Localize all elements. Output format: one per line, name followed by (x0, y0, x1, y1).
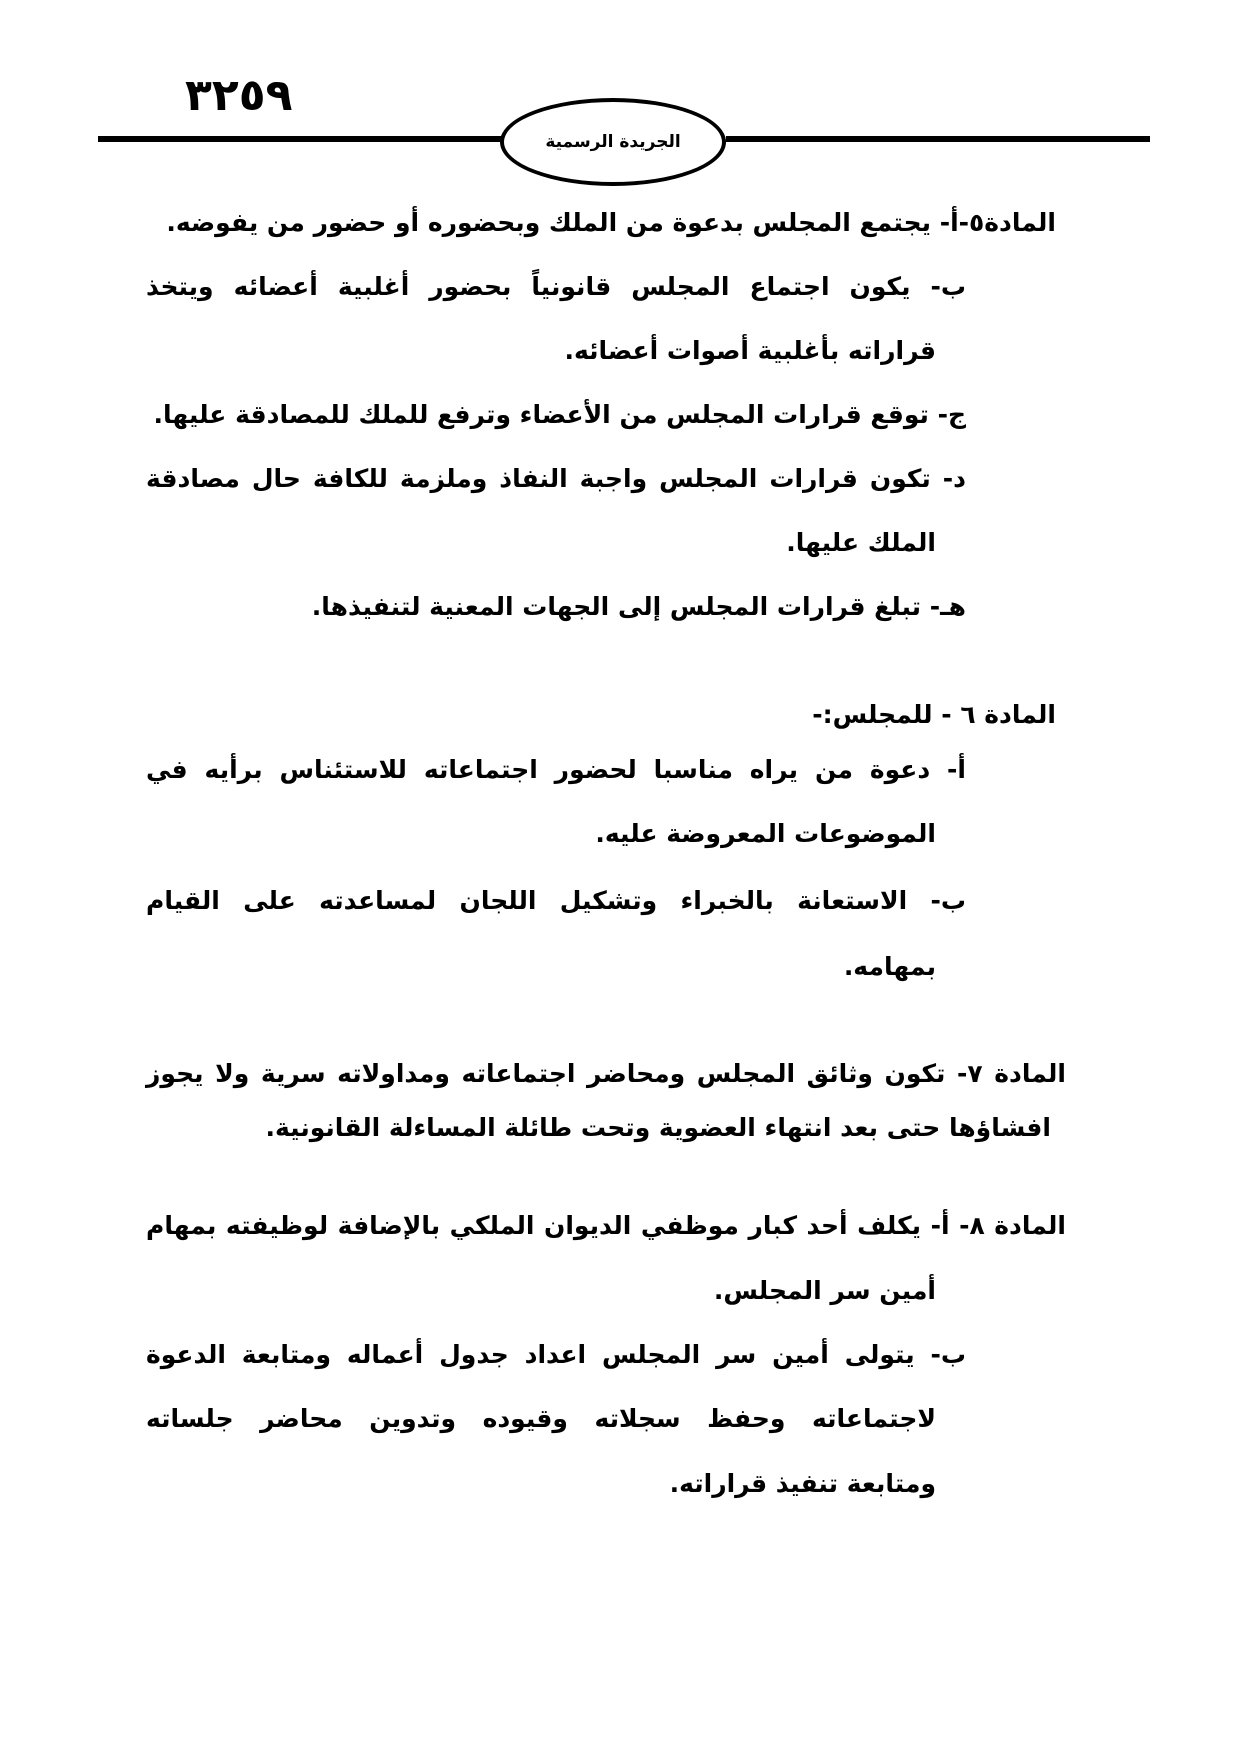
article-8-a: المادة ٨- أ- يكلف أحد كبار موظفي الديوان الملكي بالإضافة لوظيفته بمهام (146, 1211, 1066, 1240)
header-rule-left (98, 136, 506, 142)
article-5-b-cont: قراراته بأغلبية أصوات أعضائه. (564, 336, 936, 365)
article-8-b-cont2: ومتابعة تنفيذ قراراته. (669, 1469, 936, 1498)
article-6-title: المادة ٦ - للمجلس:- (812, 700, 1056, 729)
article-5-d: د- تكون قرارات المجلس واجبة النفاذ وملزمة للكافة حال مصادقة (146, 464, 966, 493)
article-7: المادة ٧- تكون وثائق المجلس ومحاضر اجتماعاته ومداولاته سرية ولا يجوز (146, 1059, 1066, 1088)
article-5-a: المادة٥-أ- يجتمع المجلس بدعوة من الملك وبحضوره أو حضور من يفوضه. (166, 208, 1056, 237)
article-8-b: ب- يتولى أمين سر المجلس اعداد جدول أعماله ومتابعة الدعوة (146, 1340, 966, 1369)
article-5-e: هـ- تبلغ قرارات المجلس إلى الجهات المعنية لتنفيذها. (311, 592, 966, 621)
article-7-cont: افشاؤها حتى بعد انتهاء العضوية وتحت طائلة المساءلة القانونية. (265, 1113, 1051, 1142)
header-rule-right (726, 136, 1150, 142)
article-5-c: ج- توقع قرارات المجلس من الأعضاء وترفع للملك للمصادقة عليها. (153, 400, 966, 429)
article-6-a: أ- دعوة من يراه مناسبا لحضور اجتماعاته للاستئناس برأيه في (146, 755, 966, 784)
article-8-a-cont: أمين سر المجلس. (713, 1276, 936, 1305)
gazette-masthead (500, 98, 726, 186)
gazette-name: الجريدة الرسمية (545, 132, 681, 152)
article-6-b-cont: بمهامه. (843, 952, 936, 981)
article-5-b: ب- يكون اجتماع المجلس قانونياً بحضور أغلبية أعضائه ويتخذ (146, 272, 966, 301)
page-number: ٣٢٥٩ (185, 70, 293, 121)
article-8-b-cont1: لاجتماعاته وحفظ سجلاته وقيوده وتدوين محاضر جلساته (146, 1404, 936, 1433)
article-5-d-cont: الملك عليها. (786, 528, 936, 557)
article-6-b: ب- الاستعانة بالخبراء وتشكيل اللجان لمساعدته على القيام (146, 886, 966, 915)
article-6-a-cont: الموضوعات المعروضة عليه. (595, 819, 936, 848)
